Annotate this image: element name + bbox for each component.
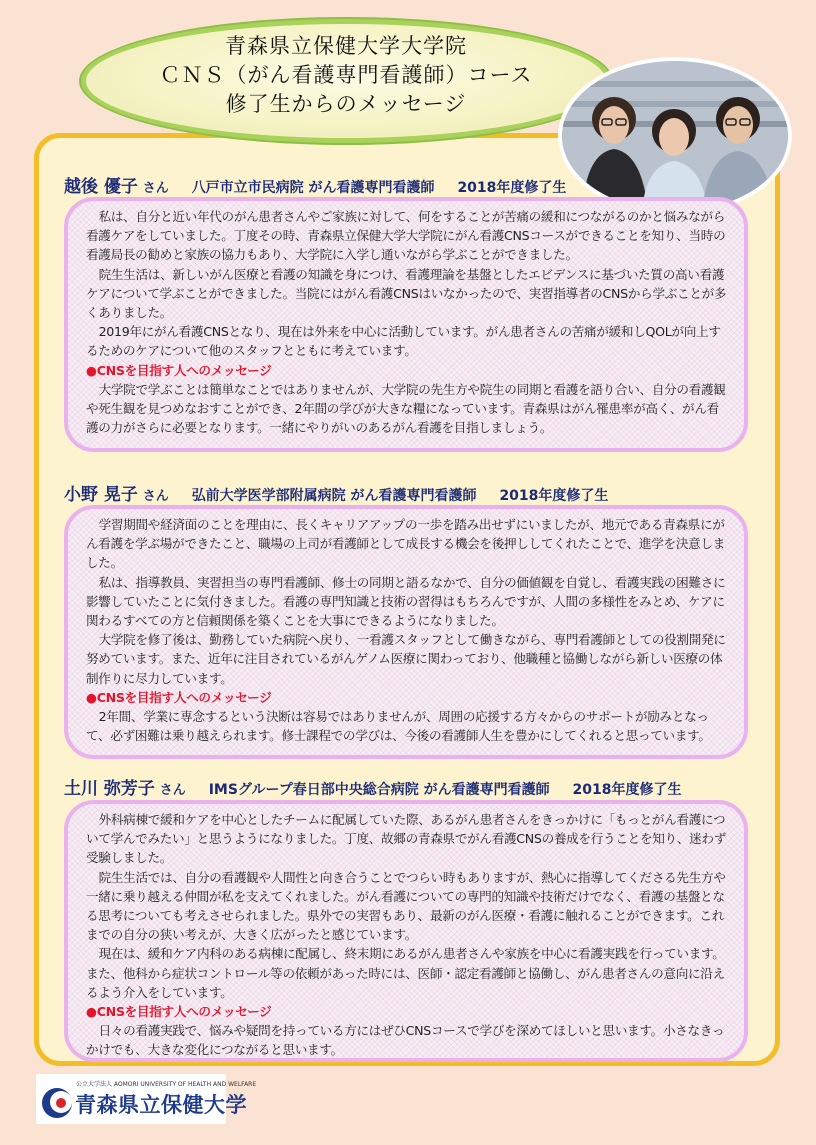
graduate-2-paragraph: 学習期間や経済面のことを理由に、長くキャリアアップの一歩を踏み出せずにいましたが、地元である青森県にがん看護を学ぶ場ができたこと、職場の上司が看護師として成長する機会を後押ししてくれたことで、進学を決意しました。 [86,517,726,571]
graduate-2-message: 2年間、学業に専念するという決断は容易ではありませんが、周囲の応援する方々からのサポートが励みとなって、必ず困難は乗り越えられます。修士課程での学びは、今後の看護師人生を豊かにしてくれると思っています。 [86,709,711,744]
graduate-1-name: 越後 優子 [64,177,138,197]
logo-small-text: 公立大学法人 AOMORI UNIVERSITY OF HEALTH AND WELFARE [76,1081,257,1088]
graduate-1-org: 八戸市立市民病院 がん看護専門看護師 [191,180,435,196]
title-line-2: ＣＮＳ（がん看護専門看護師）コース [159,63,533,87]
graduate-3-year: 2018年度修了生 [572,782,682,798]
graduate-1-paragraph: 2019年にがん看護CNSとなり、現在は外来を中心に活動しています。がん患者さんの苦痛が緩和しQOLが向上するためのケアについて他のスタッフとともに考えています。 [86,324,721,359]
graduate-2-name: 小野 晃子 [64,485,138,505]
graduate-2-message-heading: ●CNSを目指す人へのメッセージ [86,689,272,705]
graduate-2-paragraph: 大学院を修了後は、勤務していた病院へ戻り、一看護スタッフとして働きながら、専門看護師としての役割開発に努めています。また、近年に注目されているがんゲノム医療に関わっており、他職種と協働しながら新しい医療の体制作りに尽力しています。 [86,632,726,686]
graduate-1-year: 2018年度修了生 [457,180,567,196]
logo-name: 青森県立保健大学 [75,1093,247,1117]
graduate-3-suffix: さん [159,783,186,798]
graduate-3-message-heading: ●CNSを目指す人へのメッセージ [86,1004,272,1020]
graduates-photo [558,57,792,215]
graduate-1-paragraph: 院生生活は、新しいがん医療と看護の知識を身につけ、看護理論を基盤としたエビデンスに基づいた質の高い看護ケアについて学ぶことができました。当院にはがん看護CNSはいなかったので、実習指導者のCNSから学ぶことが多くありました。 [86,266,727,321]
graduate-3-message: 日々の看護実践で、悩みや疑問を持っている方にはぜひCNSコースで学びを深めてほしいと思います。小さなきっかけでも、大きな変化につながると思います。 [86,1023,725,1058]
graduate-2-suffix: さん [142,489,169,504]
graduate-3-box [64,800,748,1062]
graduate-1-header [64,172,566,197]
title-line-3: 修了生からのメッセージ [225,92,467,116]
university-emblem-icon [42,1088,72,1118]
graduate-2-org: 弘前大学医学部附属病院 がん看護専門看護師 [191,488,477,504]
graduate-1-message-heading: ●CNSを目指す人へのメッセージ [86,362,272,378]
page-title [86,32,606,119]
graduate-3-paragraph: 院生生活では、自分の看護観や人間性と向き合うことでつらい時もありますが、熱心に指導してくださる先生方や一緒に乗り越える仲間が私を支えてくれました。がん看護についての専門的知識や技術だけでなく、看護の基盤となる思考についても考えさせられました。県外での実習もあり、最新のがん医療・看護に触れることができます。これまでの自分の狭い考えが、大きく広がったと感じています。 [86,869,726,943]
graduate-1-message: 大学院で学ぶことは簡単なことではありませんが、大学院の先生方や院生の同期と看護を語り合い、自分の看護観や死生観を見つめなおすことができ、2年間の学びが大きな糧になっています。青森県はがん罹患率が高く、がん看護の力がさらに必要となります。一緒にやりがいのあるがん看護を目指しましょう。 [86,381,726,436]
graduate-2-year: 2018年度修了生 [499,488,609,504]
graduate-3-name: 土川 弥芳子 [64,779,155,799]
graduate-3-paragraph: 外科病棟で緩和ケアを中心としたチームに配属していた際、あるがん患者さんをきっかけに「もっとがん看護について学んでみたい」と思うようになりました。丁度、故郷の青森県でがん看護CNSの養成を行うことを知り、迷わず受験しました。 [86,812,726,866]
graduate-1-paragraph: 私は、自分と近い年代のがん患者さんやご家族に対して、何をすることが苦痛の緩和につながるのかと悩みながら看護ケアをしていました。丁度その時、青森県立保健大学大学院にがん看護CNSコースができることを知り、当時の看護局長の勧めと家族の協力もあり、大学院に入学し通いながら学ぶことができました。 [86,209,726,263]
graduate-1-box [64,197,748,452]
title-line-1: 青森県立保健大学大学院 [225,34,467,58]
graduate-2-header [64,480,608,505]
graduate-3-paragraph: 現在は、緩和ケア内科のある病棟に配属し、終末期にあるがん患者さんや家族を中心に看護実践を行っています。また、他科から症状コントロール等の依頼があった時には、医師・認定看護師と協働し、がん患者さんの意向に沿えるよう介入をしています。 [86,946,725,1000]
graduate-3-header [64,774,682,799]
university-logo [36,1074,257,1124]
graduate-2-box [64,505,748,759]
graduate-3-org: IMSグループ春日部中央総合病院 がん看護専門看護師 [208,782,550,798]
graduate-1-suffix: さん [142,181,169,196]
graduate-2-paragraph: 私は、指導教員、実習担当の専門看護師、修士の同期と語るなかで、自分の価値観を自覚し、看護実践の困難さに影響していたことに気付きました。看護の専門知識と技術の習得はもちろんですが、人間の多様性をみとめ、ケアに関わるすべての方と信頼関係を築くことを大事にできるようになりました。 [86,574,726,629]
